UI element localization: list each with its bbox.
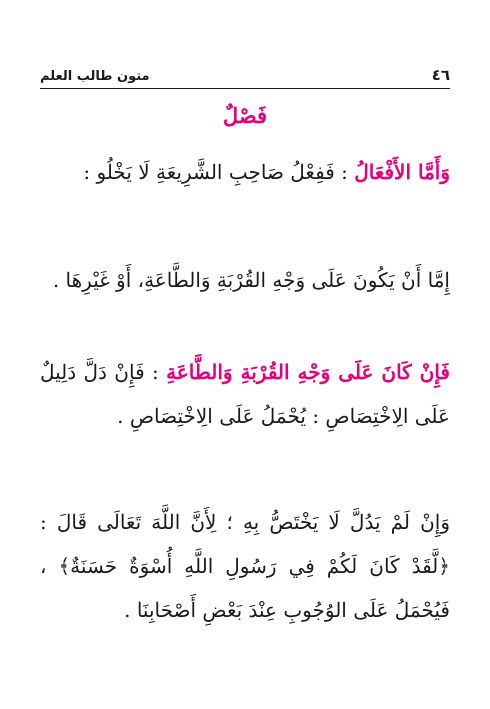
paragraph-no-evidence [40,500,450,632]
paragraph-devotional [40,350,450,438]
page-number: ٤٦ [431,66,450,84]
paragraph-cases [40,258,450,302]
section-heading: فَصْلٌ [222,103,268,128]
paragraph-actions [40,150,450,194]
paragraph-text: : فَفِعْلُ صَاحِبِ الشَّرِيعَةِ لَا يَخْلُو : [83,160,348,184]
paragraph-text: إِمَّا أَنْ يَكُونَ عَلَى وَجْهِ القُرْبَةِ وَالطَّاعَةِ، أَوْ غَيْرِهَا . [52,268,450,292]
paragraph-text: وَإِنْ لَمْ يَدُلَّ لَا يَخْتَصُّ بِهِ ؛ لِأَنَّ اللَّهَ تَعَالَى قَالَ : ﴿لَّقَدْ كَانَ لَكُمْ فِي رَسُولِ اللَّهِ أُسْوَةٌ حَسَنَةٌ﴾ ، فَيُحْمَلُ عَلَى الوُجُوبِ عِنْدَ بَعْضِ أَصْحَابِنَا . [40,510,451,622]
book-title: متون طالب العلم [40,69,150,84]
paragraph-lead: فَإِنْ كَانَ عَلَى وَجْهِ القُرْبَةِ وَالطَّاعَةِ [166,360,450,384]
running-header [40,58,450,89]
paragraph-lead: وَأَمَّا الأَفْعَالُ [354,160,450,184]
paragraph-text: : فَإِنْ دَلَّ دَلِيلٌ عَلَى الِاخْتِصَاصِ : يُحْمَلُ عَلَى الِاخْتِصَاصِ . [40,360,450,428]
